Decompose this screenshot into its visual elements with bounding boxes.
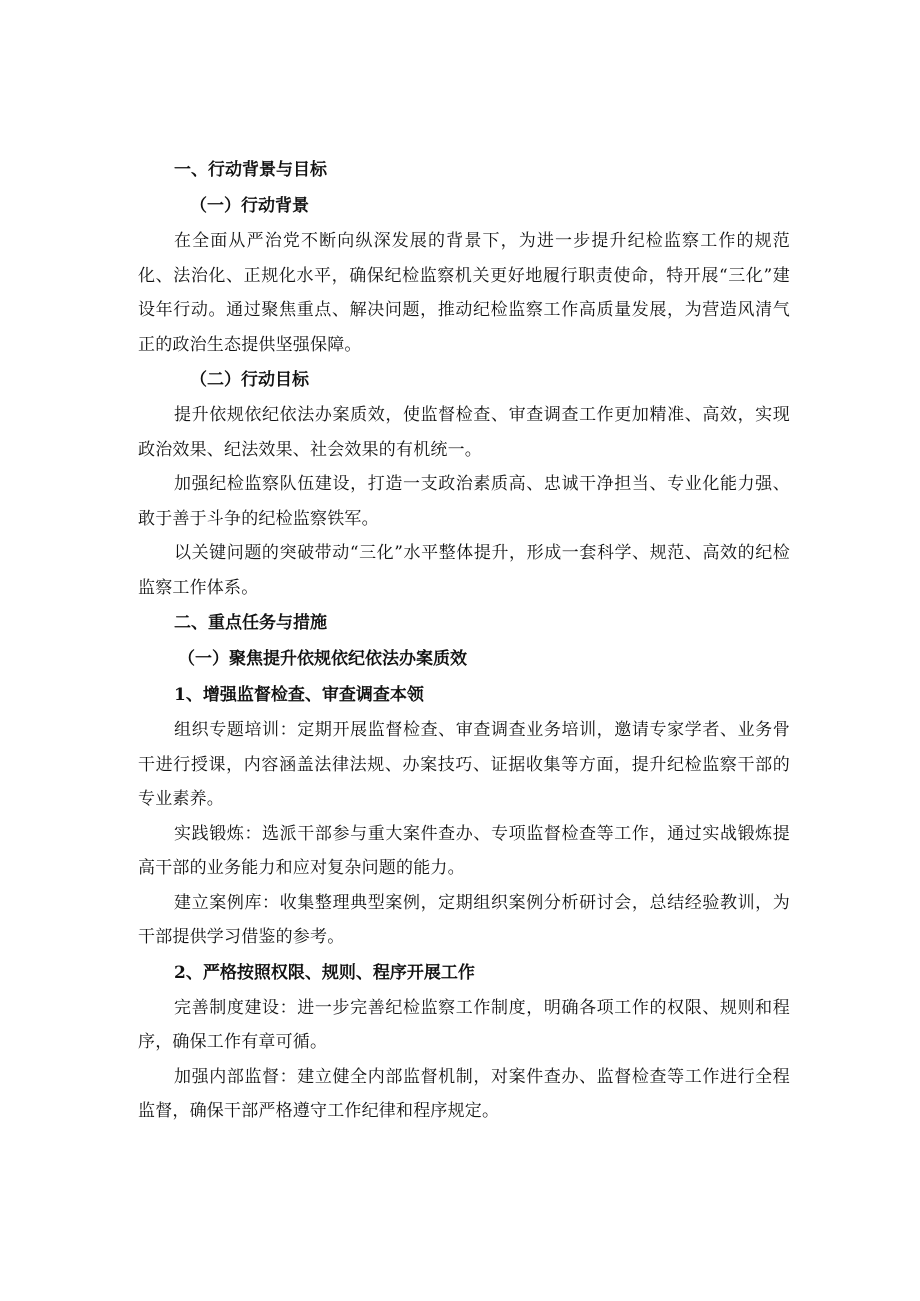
section-2-1-1-heading: 1、增强监督检查、审查调查本领 <box>174 685 424 705</box>
section-2-1-2-paragraph-2: 加强内部监督：建立健全内部监督机制，对案件查办、监督检查等工作进行全程监督，确保干部严格遵守工作纪律和程序规定。 <box>138 1066 790 1121</box>
section-1-2-heading: （二）行动目标 <box>190 370 309 390</box>
section-1-2-paragraph-1: 提升依规依纪依法办案质效，使监督检查、审查调查工作更加精准、高效，实现政治效果、纪法效果、社会效果的有机统一。 <box>138 405 790 460</box>
section-2-1-heading: （一）聚焦提升依规依纪依法办案质效 <box>178 649 467 669</box>
section-1-2-paragraph-2: 加强纪检监察队伍建设，打造一支政治素质高、忠诚干净担当、专业化能力强、敢于善于斗争的纪检监察铁军。 <box>138 474 790 529</box>
section-2-heading: 二、重点任务与措施 <box>174 613 327 633</box>
section-2-1-2-paragraph-1: 完善制度建设：进一步完善纪检监察工作制度，明确各项工作的权限、规则和程序，确保工作有章可循。 <box>138 997 790 1052</box>
section-1-heading: 一、行动背景与目标 <box>174 160 327 180</box>
section-1-1-paragraph: 在全面从严治党不断向纵深发展的背景下，为进一步提升纪检监察工作的规范化、法治化、正规化水平，确保纪检监察机关更好地履行职责使命，特开展“三化”建设年行动。通过聚焦重点、解决问题，推动纪检监察工作高质量发展，为营造风清气正的政治生态提供坚强保障。 <box>138 231 790 355</box>
document-body <box>138 152 790 1129</box>
section-1-2-paragraph-3: 以关键问题的突破带动“三化”水平整体提升，形成一套科学、规范、高效的纪检监察工作体系。 <box>138 543 790 598</box>
section-2-1-1-paragraph-2: 实践锻炼：选派干部参与重大案件查办、专项监督检查等工作，通过实战锻炼提高干部的业务能力和应对复杂问题的能力。 <box>138 823 790 878</box>
section-2-1-1-paragraph-1: 组织专题培训：定期开展监督检查、审查调查业务培训，邀请专家学者、业务骨干进行授课，内容涵盖法律法规、办案技巧、证据收集等方面，提升纪检监察干部的专业素养。 <box>138 720 790 809</box>
section-1-1-heading: （一）行动背景 <box>190 196 309 216</box>
section-2-1-1-paragraph-3: 建立案例库：收集整理典型案例，定期组织案例分析研讨会，总结经验教训，为干部提供学习借鉴的参考。 <box>138 892 790 947</box>
section-2-1-2-heading: 2、严格按照权限、规则、程序开展工作 <box>174 962 475 983</box>
